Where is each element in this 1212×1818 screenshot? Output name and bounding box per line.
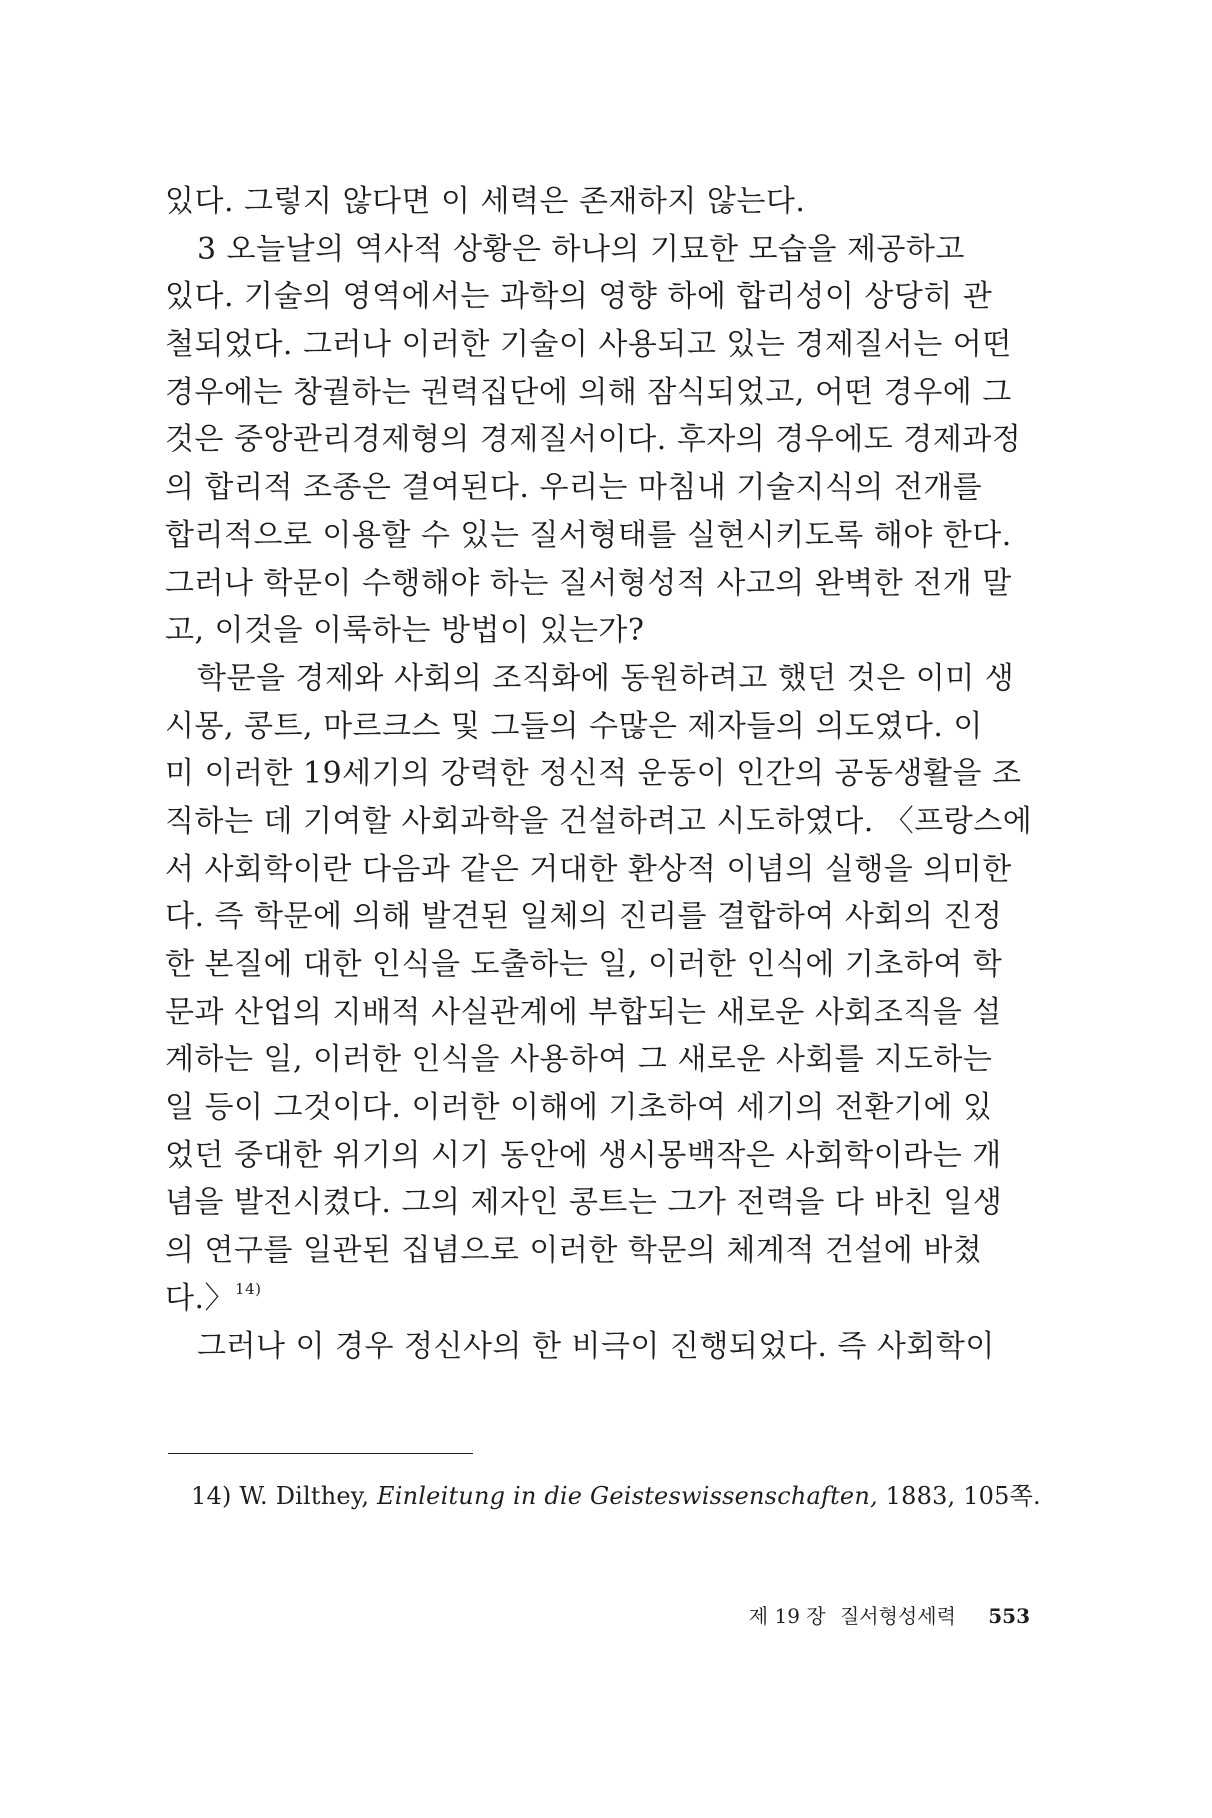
text-line: 고, 이것을 이룩하는 방법이 있는가? [165, 613, 645, 649]
text-line: 있다. 그렇지 않다면 이 세력은 존재하지 않는다. [165, 184, 806, 219]
text-line: 의 합리적 조종은 결여된다. 우리는 마침내 기술지식의 전개를 [165, 470, 983, 506]
text-line: 문과 산업의 지배적 사실관계에 부합되는 새로운 사회조직을 설 [165, 994, 1002, 1030]
text-line: 한 본질에 대한 인식을 도출하는 일, 이러한 인식에 기초하여 학 [165, 947, 1003, 982]
footnote-details: 1883, 105쪽. [885, 1482, 1041, 1510]
text-line: 있다. 기술의 영역에서는 과학의 영향 하에 합리성이 상당히 관 [165, 279, 993, 315]
text-line: 다. 즉 학문에 의해 발견된 일체의 진리를 결합하여 사회의 진정 [165, 899, 1003, 935]
text-line: 합리적으로 이용할 수 있는 질서형태를 실현시키도록 해야 한다. [165, 517, 1012, 553]
chapter-prefix: 제 [748, 1604, 769, 1628]
text-line: 경우에는 창궐하는 권력집단에 의해 잠식되었고, 어떤 경우에 그 [165, 374, 1012, 410]
text-span: 다.〉 [165, 1280, 236, 1316]
text-line: 시몽, 콩트, 마르크스 및 그들의 수많은 제자들의 의도였다. 이 [165, 708, 983, 744]
text-line: 학문을 경제와 사회의 조직화에 동원하려고 했던 것은 이미 생 [197, 660, 1015, 696]
text-line-with-footnote [165, 1275, 1057, 1323]
text-line: 3 오늘날의 역사적 상황은 하나의 기묘한 모습을 제공하고 [197, 231, 965, 267]
chapter-title: 질서형성세력 [839, 1604, 956, 1628]
text-line: 일 등이 그것이다. 이러한 이해에 기초하여 세기의 전환기에 있 [165, 1090, 993, 1126]
text-line: 직하는 데 기여할 사회과학을 건설하려고 시도하였다. 〈프랑스에 [165, 803, 1033, 839]
page-number: 553 [988, 1604, 1030, 1628]
text-line: 그러나 학문이 수행해야 하는 질서형성적 사고의 완벽한 전개 말 [165, 565, 1012, 601]
body-text [165, 178, 1057, 1370]
text-line: 서 사회학이란 다음과 같은 거대한 환상적 이념의 실행을 의미한 [165, 851, 1012, 887]
text-line: 의 연구를 일관된 집념으로 이러한 학문의 체계적 건설에 바쳤 [165, 1233, 983, 1269]
footnote [191, 1476, 1041, 1511]
text-line: 념을 발전시켰다. 그의 제자인 콩트는 그가 전력을 다 바친 일생 [165, 1185, 1003, 1221]
running-footer [749, 1600, 1030, 1629]
text-line: 계하는 일, 이러한 인식을 사용하여 그 새로운 사회를 지도하는 [165, 1042, 993, 1078]
footnote-rule [168, 1453, 473, 1454]
text-line: 미 이러한 19세기의 강력한 정신적 운동이 인간의 공동생활을 조 [165, 756, 1022, 792]
footnote-title: Einleitung in die Geisteswissenschaften, [377, 1482, 878, 1510]
text-line: 철되었다. 그러나 이러한 기술이 사용되고 있는 경제질서는 어떤 [165, 327, 1012, 363]
chapter-suffix: 장 [806, 1604, 826, 1628]
footnote-marker: 14) [235, 1279, 262, 1298]
footnote-number: 14) [191, 1482, 232, 1510]
text-line: 었던 중대한 위기의 시기 동안에 생시몽백작은 사회학이라는 개 [165, 1137, 1002, 1173]
text-line: 그러나 이 경우 정신사의 한 비극이 진행되었다. 즉 사회학이 [197, 1328, 995, 1364]
footnote-author: W. Dilthey, [239, 1482, 370, 1510]
chapter-number: 19 [774, 1604, 800, 1628]
text-line: 것은 중앙관리경제형의 경제질서이다. 후자의 경우에도 경제과정 [165, 422, 1022, 458]
